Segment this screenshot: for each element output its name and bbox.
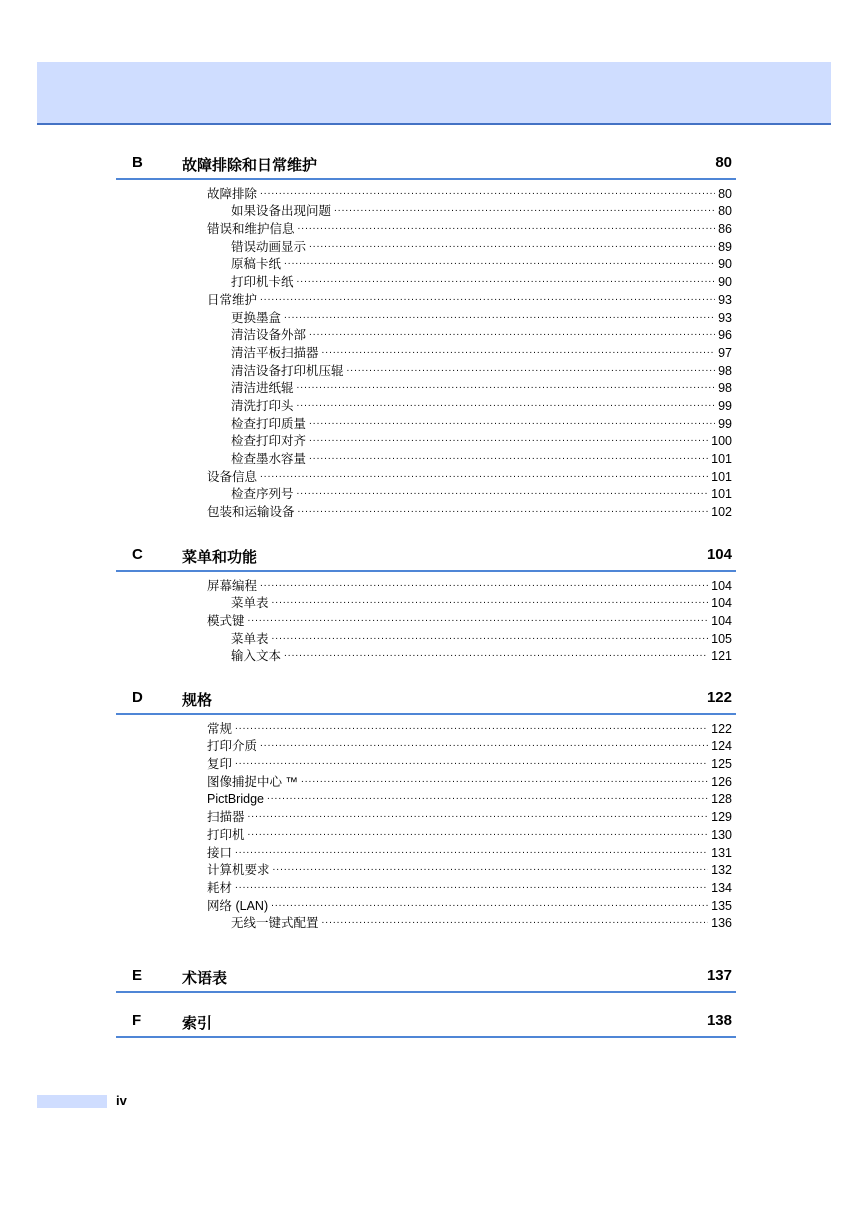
dot-leader [284, 308, 715, 323]
dot-leader [235, 754, 708, 769]
toc-entry[interactable] [207, 432, 732, 450]
dot-leader [267, 789, 708, 804]
chapter-title: 索引 [182, 1015, 213, 1032]
toc-entry-page: 135 [711, 898, 732, 913]
toc-entry-label: 检查打印对齐 [231, 434, 307, 449]
toc-entry-label: 包装和运输设备 [207, 505, 295, 520]
chapter-page: 104 [706, 546, 732, 563]
toc-entry-page: 134 [711, 880, 732, 895]
toc-entry[interactable] [207, 719, 732, 737]
toc-entry-label: 清洁平板扫描器 [231, 345, 319, 360]
toc-entry-label: 接口 [207, 845, 233, 860]
dot-leader [297, 272, 716, 287]
toc-entry-label: 图像捕捉中心 ™ [207, 774, 298, 789]
toc-entry-page: 96 [718, 328, 732, 343]
dot-leader [272, 593, 709, 608]
toc-entry-page: 89 [718, 239, 732, 254]
toc-entry-label: 如果设备出现问题 [231, 204, 332, 219]
toc-entry[interactable] [207, 790, 732, 808]
dot-leader [301, 772, 708, 787]
toc-entry-page: 93 [718, 310, 732, 325]
dot-leader [273, 860, 709, 875]
toc-entry-page: 99 [718, 416, 732, 431]
toc-entry[interactable] [207, 414, 732, 432]
toc-entry-label: 打印机卡纸 [231, 275, 294, 290]
toc-entry[interactable] [207, 272, 732, 290]
toc-entry-label: 打印介质 [207, 739, 258, 754]
toc-entry-page: 90 [718, 257, 732, 272]
toc-entry-label: PictBridge [207, 792, 264, 807]
dot-leader [297, 396, 716, 411]
toc-entry[interactable] [207, 326, 732, 344]
toc-entry-label: 菜单表 [231, 631, 269, 646]
dot-leader [284, 646, 708, 661]
chapter-heading-f[interactable] [116, 1008, 736, 1038]
toc-entry-page: 104 [711, 578, 732, 593]
toc-entry[interactable] [207, 772, 732, 790]
toc-entry[interactable] [207, 202, 732, 220]
toc-entry[interactable] [207, 629, 732, 647]
toc-entry[interactable] [207, 502, 732, 520]
dot-leader [309, 414, 715, 429]
toc-entry-page: 136 [711, 916, 732, 931]
toc-entry-page: 104 [711, 596, 732, 611]
toc-entry[interactable] [207, 594, 732, 612]
toc-entry[interactable] [207, 843, 732, 861]
chapter-heading-c[interactable] [116, 542, 736, 572]
toc-entry-page: 97 [718, 345, 732, 360]
toc-entry-label: 检查序列号 [231, 487, 294, 502]
toc-entry-page: 86 [718, 222, 732, 237]
toc-entry-label: 检查打印质量 [231, 416, 307, 431]
dot-leader [347, 361, 716, 376]
toc-entry-label: 错误动画显示 [231, 239, 307, 254]
toc-entry-label: 输入文本 [231, 649, 282, 664]
toc-entry[interactable] [207, 878, 732, 896]
toc-entry[interactable] [207, 647, 732, 665]
toc-entry-label: 清洁设备外部 [231, 328, 307, 343]
toc-entry-page: 128 [711, 792, 732, 807]
toc-entry[interactable] [207, 914, 732, 932]
toc-entry-page: 101 [711, 487, 732, 502]
toc-entry-page: 98 [718, 363, 732, 378]
chapter-page: 138 [706, 1012, 732, 1029]
dot-leader [297, 484, 709, 499]
chapter-letter: E [132, 967, 143, 984]
toc-list-b [207, 184, 732, 520]
dot-leader [298, 502, 709, 517]
toc-entry-label: 故障排除 [207, 186, 258, 201]
toc-entry-page: 93 [718, 292, 732, 307]
dot-leader [260, 736, 708, 751]
toc-entry-label: 无线一键式配置 [231, 916, 319, 931]
toc-entry-label: 网络 (LAN) [207, 898, 269, 913]
dot-leader [309, 325, 715, 340]
toc-list-d [207, 719, 732, 931]
toc-entry-label: 清洗打印头 [231, 398, 294, 413]
toc-entry-page: 131 [711, 845, 732, 860]
toc-entry-page: 105 [711, 631, 732, 646]
toc-entry[interactable] [207, 255, 732, 273]
dot-leader [322, 343, 716, 358]
toc-entry-page: 80 [718, 186, 732, 201]
toc-entry-page: 132 [711, 863, 732, 878]
dot-leader [309, 431, 708, 446]
chapter-letter: C [132, 546, 143, 563]
dot-leader [272, 629, 709, 644]
toc-entry-page: 121 [711, 649, 732, 664]
dot-leader [260, 184, 715, 199]
toc-entry[interactable] [207, 290, 732, 308]
dot-leader [235, 878, 708, 893]
dot-leader [260, 576, 708, 591]
toc-entry-label: 清洁进纸辊 [231, 381, 294, 396]
toc-entry-label: 更换墨盒 [231, 310, 282, 325]
toc-entry[interactable] [207, 449, 732, 467]
dot-leader [235, 843, 708, 858]
toc-entry-page: 104 [711, 614, 732, 629]
dot-leader [297, 378, 716, 393]
dot-leader [334, 201, 715, 216]
toc-entry[interactable] [207, 308, 732, 326]
toc-entry-label: 扫描器 [207, 810, 245, 825]
toc-entry-page: 124 [711, 739, 732, 754]
toc-entry[interactable] [207, 576, 732, 594]
dot-leader [309, 449, 708, 464]
chapter-heading-d[interactable] [116, 685, 736, 715]
toc-entry-page: 101 [711, 452, 732, 466]
page-number: iv [116, 1093, 127, 1108]
toc-entry[interactable] [207, 611, 732, 629]
toc-entry-label: 原稿卡纸 [231, 257, 282, 272]
chapter-title: 故障排除和日常维护 [182, 157, 318, 174]
toc-entry-page: 122 [711, 721, 732, 736]
dot-leader [235, 719, 708, 734]
toc-entry-page: 98 [718, 381, 732, 396]
toc-entry-label: 设备信息 [207, 469, 258, 484]
chapter-title: 规格 [182, 692, 213, 709]
dot-leader [260, 290, 715, 305]
chapter-page: 122 [706, 689, 732, 706]
toc-entry-page: 102 [711, 505, 732, 520]
chapter-heading-b[interactable] [116, 150, 736, 180]
chapter-letter: F [132, 1012, 142, 1029]
chapter-title: 菜单和功能 [182, 549, 258, 566]
toc-entry-page: 101 [711, 469, 732, 484]
dot-leader [298, 219, 716, 234]
dot-leader [260, 467, 708, 482]
toc-entry-label: 复印 [207, 757, 233, 772]
toc-entry[interactable] [207, 219, 732, 237]
toc-entry[interactable] [207, 184, 732, 202]
toc-entry[interactable] [207, 896, 732, 914]
dot-leader [284, 254, 715, 269]
toc-entry-page: 126 [711, 774, 732, 789]
chapter-page: 80 [715, 154, 732, 171]
dot-leader [309, 237, 715, 252]
toc-entry-label: 耗材 [207, 880, 233, 895]
header-band [37, 62, 831, 125]
dot-leader [248, 611, 709, 626]
footer-bar [37, 1095, 107, 1108]
toc-entry-page: 130 [711, 827, 732, 842]
toc-entry-label: 模式键 [207, 614, 245, 629]
toc-entry[interactable] [207, 467, 732, 485]
toc-entry[interactable] [207, 754, 732, 772]
dot-leader [248, 825, 709, 840]
toc-entry-label: 常规 [207, 721, 233, 736]
toc-entry-label: 检查墨水容量 [231, 452, 307, 466]
toc-entry[interactable] [207, 237, 732, 255]
toc-entry-page: 90 [718, 275, 732, 290]
toc-entry[interactable] [207, 361, 732, 379]
toc-entry-label: 菜单表 [231, 596, 269, 611]
toc-list-c [207, 576, 732, 664]
toc-entry-page: 125 [711, 757, 732, 772]
chapter-title: 术语表 [182, 970, 228, 987]
dot-leader [322, 913, 709, 928]
dot-leader [271, 896, 708, 911]
toc-entry[interactable] [207, 396, 732, 414]
toc-entry[interactable] [207, 485, 732, 503]
toc-entry-label: 清洁设备打印机压辊 [231, 363, 344, 378]
chapter-letter: B [132, 154, 143, 171]
chapter-page: 137 [706, 967, 732, 984]
toc-entry[interactable] [207, 343, 732, 361]
toc-entry[interactable] [207, 737, 732, 755]
chapter-heading-e[interactable] [116, 963, 736, 993]
toc-entry-page: 80 [718, 204, 732, 219]
toc-entry-label: 计算机要求 [207, 863, 270, 878]
chapter-letter: D [132, 689, 143, 706]
toc-entry[interactable] [207, 807, 732, 825]
toc-entry-label: 打印机 [207, 827, 245, 842]
toc-entry[interactable] [207, 825, 732, 843]
toc-entry-page: 99 [718, 398, 732, 413]
toc-entry-page: 100 [711, 434, 732, 449]
dot-leader [248, 807, 709, 822]
toc-entry-label: 屏幕编程 [207, 578, 258, 593]
toc-entry-page: 129 [711, 810, 732, 825]
toc-entry-label: 错误和维护信息 [207, 222, 295, 237]
toc-entry[interactable] [207, 379, 732, 397]
toc-entry[interactable] [207, 861, 732, 879]
toc-entry-label: 日常维护 [207, 292, 258, 307]
